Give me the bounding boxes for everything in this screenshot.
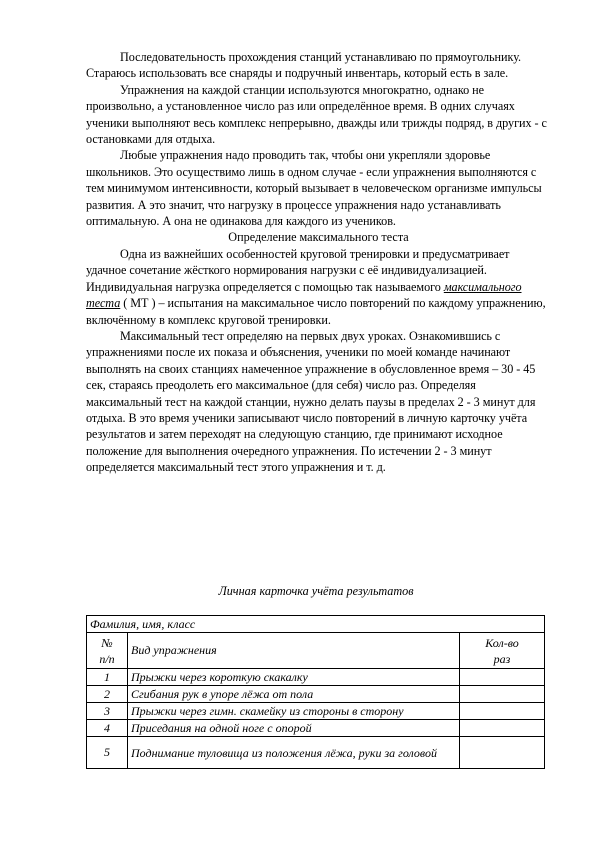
row-count[interactable] xyxy=(460,669,545,686)
row-count[interactable] xyxy=(460,686,545,703)
paragraph-4 xyxy=(86,246,551,328)
row-exercise: Прыжки через гимн. скамейку из стороны в сторону xyxy=(128,703,460,720)
header-num-line2: п/п xyxy=(99,651,115,666)
table-row xyxy=(87,669,545,686)
paragraph-4-end: ( МТ ) – испытания на максимальное число повторений по каждому упражнению, включённому в комплекс круговой тренировки. xyxy=(86,296,546,327)
table-row-name xyxy=(87,616,545,633)
row-count[interactable] xyxy=(460,720,545,737)
header-count xyxy=(460,633,545,669)
row-num: 4 xyxy=(87,720,128,737)
row-count[interactable] xyxy=(460,703,545,720)
row-exercise: Приседания на одной ноге с опорой xyxy=(128,720,460,737)
paragraph-4-start: Одна из важнейших особенностей круговой тренировки и предусматривает удачное сочетание жёсткого нормирования нагрузки с её индивидуализацией. Индивидуальная нагрузка определяется с помощью так называемого xyxy=(86,246,510,294)
paragraph-5: Максимальный тест определяю на первых двух уроках. Ознакомившись с упражнениями после их показа и объяснения, ученики по моей команде начинают выполнять на своих станциях намеченное упражнение в обусловленное время – 30 - 45 сек, стараясь преодолеть его максимальное (для себя) число раз. Определяя максимальный тест на каждой станции, нужно делать паузы в пределах 2 - 3 минут для отдыха. В это время ученики записывают число повторений в личную карточку учёта результатов и затем переходят на следующую станцию, где принимают исходное положение для выполнения очередного упражнения. По истечении 2 - 3 минут определяется максимальный тест этого упражнения и т. д. xyxy=(86,328,536,475)
row-exercise: Поднимание туловища из положения лёжа, руки за головой xyxy=(128,737,460,769)
row-exercise: Сгибания рук в упоре лёжа от пола xyxy=(128,686,460,703)
paragraph-1: Последовательность прохождения станций устанавливаю по прямоугольнику. Стараюсь использовать все снаряды и подручный инвентарь, который есть в зале. xyxy=(86,50,522,81)
table-row xyxy=(87,686,545,703)
term-max-test: максимального теста xyxy=(86,279,522,311)
table-row xyxy=(87,720,545,737)
header-count-line2: раз xyxy=(493,651,511,666)
table-row xyxy=(87,703,545,720)
paragraph-2: Упражнения на каждой станции используются многократно, однако не произвольно, а установленное число раз или определённое время. В одних случаях ученики выполняют весь комплекс непрерывно, дважды или трижды подряд, в других - с остановками для отдыха. xyxy=(86,82,547,147)
row-num: 1 xyxy=(87,669,128,686)
header-num xyxy=(87,633,128,669)
row-exercise: Прыжки через короткую скакалку xyxy=(128,669,460,686)
name-class-cell: Фамилия, имя, класс xyxy=(87,616,545,633)
header-count-line1: Кол-во xyxy=(485,635,519,650)
row-num: 3 xyxy=(87,703,128,720)
row-num: 5 xyxy=(87,737,128,769)
results-card-table xyxy=(86,615,545,769)
header-exercise: Вид упражнения xyxy=(128,633,460,669)
table-header-row xyxy=(87,633,545,669)
table-row xyxy=(87,737,545,769)
row-count[interactable] xyxy=(460,737,545,769)
row-num: 2 xyxy=(87,686,128,703)
header-num-line1: № xyxy=(101,635,113,650)
card-title: Личная карточка учёта результатов xyxy=(218,584,414,598)
document-body xyxy=(86,49,551,476)
paragraph-3: Любые упражнения надо проводить так, чтобы они укрепляли здоровье школьников. Это осуществимо лишь в одном случае - если упражнения выполняются с тем минимумом интенсивности, который вызывает в человеческом организме импульсы развития. А это значит, что нагрузку в процессе упражнения надо устанавливать оптимальную. А она не одинакова для каждого из учеников. xyxy=(86,148,542,229)
section-heading: Определение максимального теста xyxy=(228,230,409,245)
